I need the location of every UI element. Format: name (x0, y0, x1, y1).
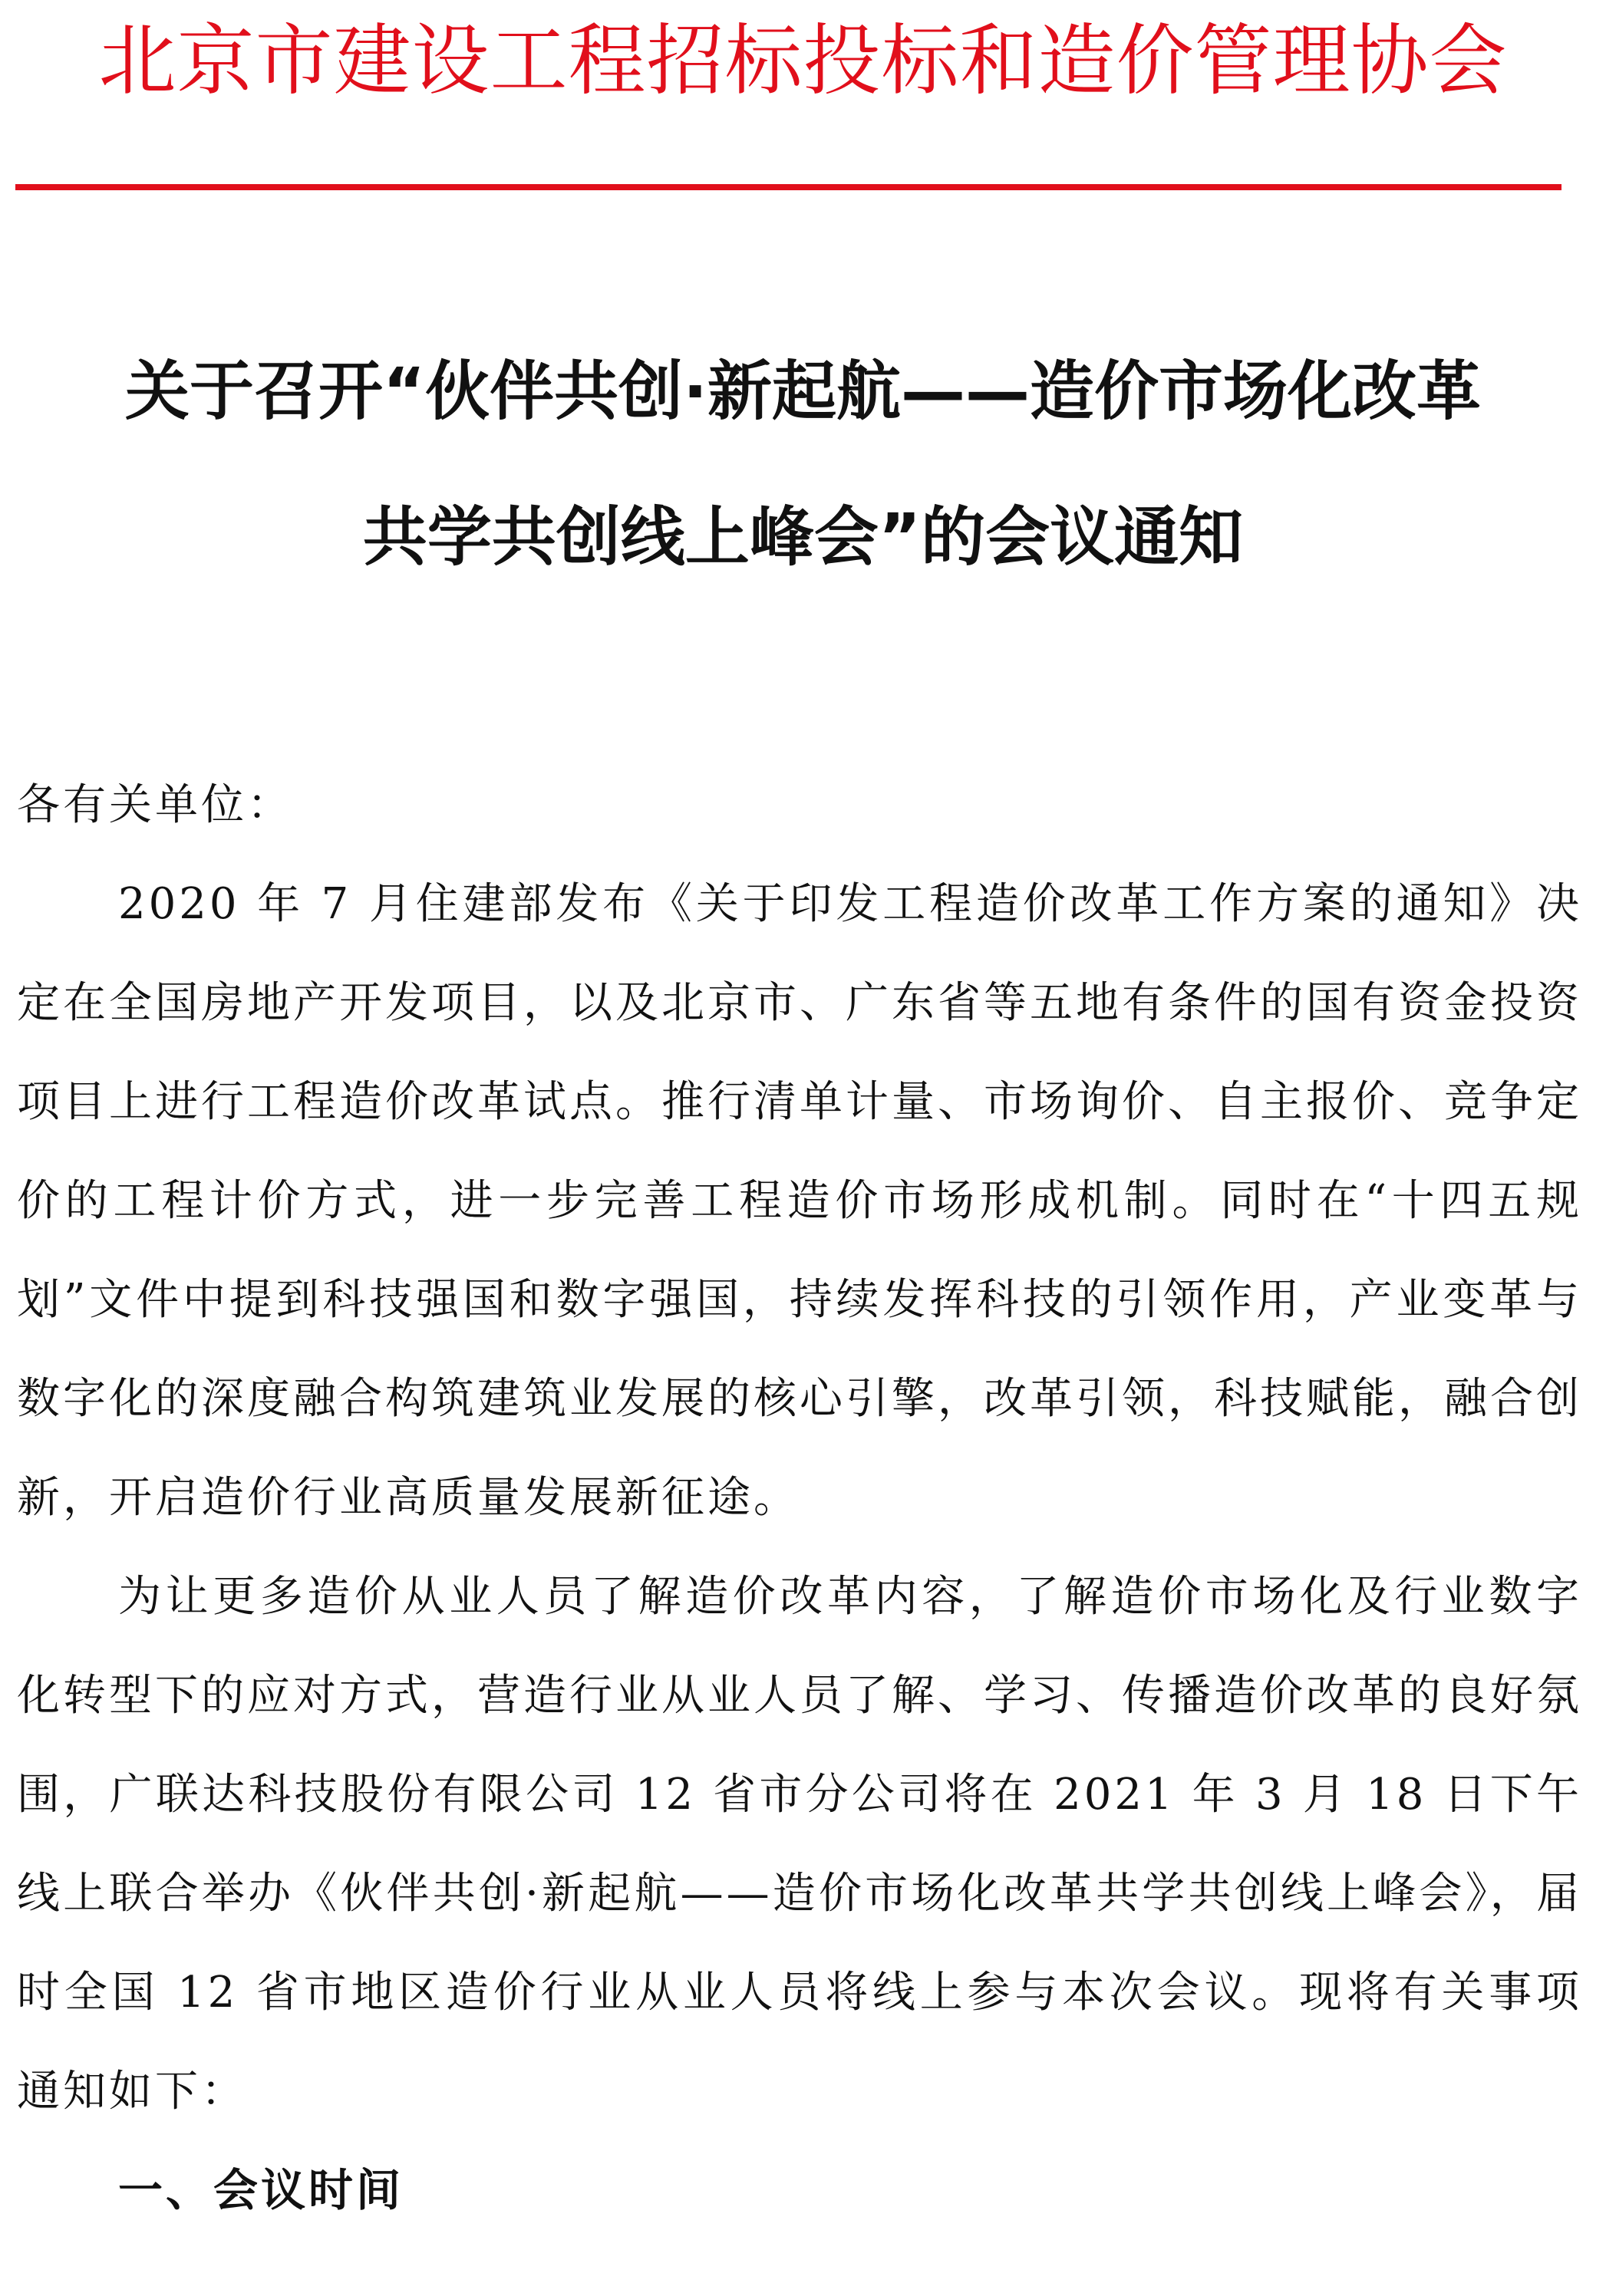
notice-title (0, 318, 1606, 610)
organization-name: 北京市建设工程招标投标和造价管理协会 (98, 15, 1508, 106)
notice-body (17, 756, 1582, 2240)
paragraph-background: 2020 年 7 月住建部发布《关于印发工程造价改革工作方案的通知》决定在全国房地产开发项目，以及北京市、广东省等五地有条件的国有资金投资项目上进行工程造价改革试点。推行清单计量、市场询价、自主报价、竞争定价的工程计价方式，进一步完善工程造价市场形成机制。同时在“十四五规划”文件中提到科技强国和数字强国，持续发挥科技的引领作用，产业变革与数字化的深度融合构筑建筑业发展的核心引擎，改革引领，科技赋能，融合创新，开启造价行业高质量发展新征途。 (17, 879, 1582, 1523)
paragraph-purpose: 为让更多造价从业人员了解造价改革内容，了解造价市场化及行业数字化转型下的应对方式，营造行业从业人员了解、学习、传播造价改革的良好氛围，广联达科技股份有限公司 12 省市分公司将在 2021 年 3 月 18 日下午线上联合举办《伙伴共创·新起航——造价市场化改革共学共创线上峰会》，届时全国 12 省市地区造价行业从业人员将线上参与本次会议。现将有关事项通知如下： (17, 1572, 1582, 2116)
title-line-2: 共学共创线上峰会”的会议通知 (362, 499, 1244, 575)
title-line-1: 关于召开“伙伴共创·新起航——造价市场化改革 (124, 354, 1482, 429)
salutation: 各有关单位： (17, 780, 293, 830)
letterhead (0, 0, 1606, 192)
section-heading-meeting-time: 一、会议时间 (118, 2164, 404, 2216)
red-divider (15, 184, 1561, 190)
